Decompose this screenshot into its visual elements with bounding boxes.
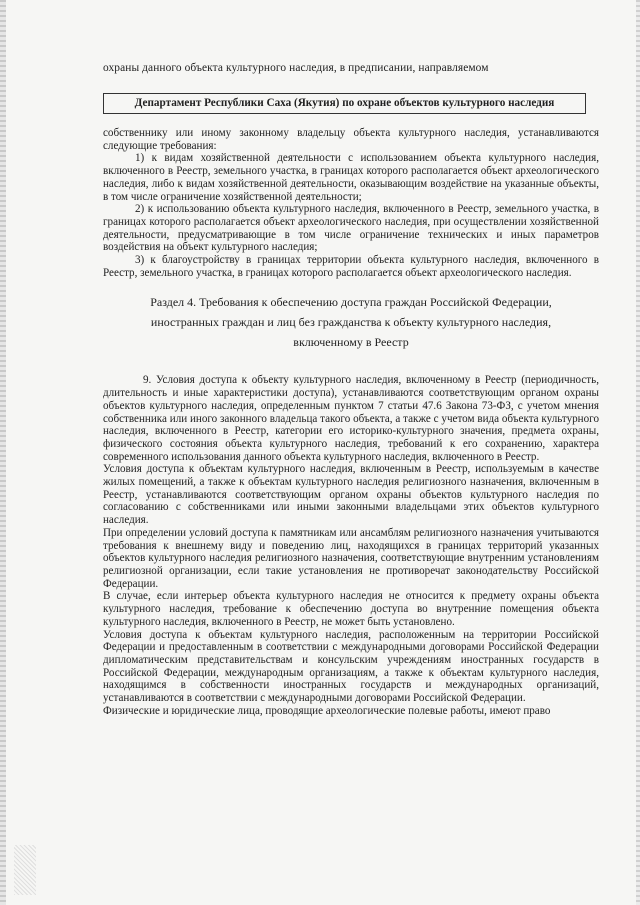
section-heading: Раздел 4. Требования к обеспечению доступа граждан Российской Федерации, иностранных граждан и лиц без гражданства к объекту культурного наследия, включенному в Реестр bbox=[150, 295, 552, 350]
requirement-item-3: 3) к благоустройству в границах территории объекта культурного наследия, включенного в Реестр, земельного участка, в границах которого располагается объект археологического наследия. bbox=[103, 254, 599, 279]
continuation-line: охраны данного объекта культурного наследия, в предписании, направляемом bbox=[103, 62, 489, 74]
paragraph-last: Физические и юридические лица, проводящие археологические полевые работы, имеют право bbox=[103, 704, 551, 717]
paragraph-interior: В случае, если интерьер объекта культурного наследия не относится к предмету охраны объекта культурного наследия, требование к обеспечению доступа во внутренние помещения объекта культурного наследия, включенного в Реестр, не может быть установлено. bbox=[103, 590, 599, 628]
spacer bbox=[103, 364, 599, 374]
paragraph-foreign: Условия доступа к объектам культурного наследия, расположенным на территории Российской Федерации и предоставленным в соответствии с международными договорами Российской Федерации дипломатическим представительствам и консульским учреждениям иностранных государств в Российской Федерации, международным организациям, а также к объектам культурного наследия, находящимся в собственности иностранных государств и международных организаций, устанавливаются в соответствии с международными договорами Российской Федерации. bbox=[103, 628, 599, 705]
paragraph-9: 9. Условия доступа к объекту культурного наследия, включенному в Реестр (периодичность, длительность и иные характеристики доступа), устанавливаются соответствующим органом охраны объектов культурного наследия, определенным пунктом 7 статьи 47.6 Закона 73-ФЗ, с учетом мнения собственника или иного законного владельца такого объекта, а также с учетом вида объекта культурного наследия, включенного в Реестр, категории его историко-культурного значения, предмета охраны, физического состояния объекта культурного наследия, требований к его сохранению, характера современного использования данного объекта культурного наследия, включенного в Реестр. bbox=[103, 374, 599, 463]
requirement-item-1: 1) к видам хозяйственной деятельности с использованием объекта культурного наследия, включенного в Реестр, земельного участка, в границах которого располагается объект археологического наследия, либо к видам хозяйственной деятельности, оказывающим воздействие на указанные объекты, в том числе ограничение хозяйственной деятельности; bbox=[103, 152, 599, 203]
requirement-item-2: 2) к использованию объекта культурного наследия, включенного в Реестр, земельного участка, в границах которого располагается объект археологического наследия, при осуществлении хозяйственной деятельности, предусматривающие в том числе ограничение технических и иных параметров воздействия на объект культурного наследия; bbox=[103, 203, 599, 254]
scan-edge-right bbox=[636, 0, 640, 905]
paragraph-religious-access: Условия доступа к объектам культурного наследия, включенным в Реестр, используемым в качестве жилых помещений, а также к объектам культурного наследия религиозного назначения, включенным в Реестр, устанавливаются соответствующим органом охраны объектов культурного наследия по согласованию с собственниками или иными законными владельцами этих объектов культурного наследия. bbox=[103, 463, 599, 527]
scan-noise bbox=[14, 845, 36, 895]
scan-edge-left bbox=[0, 0, 6, 905]
document-body bbox=[103, 127, 599, 717]
paragraph-owner: собственнику или иному законному владельцу объекта культурного наследия, устанавливаются следующие требования: bbox=[103, 127, 599, 152]
paragraph-monuments: При определении условий доступа к памятникам или ансамблям религиозного назначения учитываются требования к внешнему виду и поведению лиц, находящихся в границах территорий указанных объектов культурного наследия религиозного назначения, соответствующие внутренним установлениям религиозной организации, если такие установления не противоречат законодательству Российской Федерации. bbox=[103, 526, 599, 590]
department-stamp-box: Департамент Республики Саха (Якутия) по охране объектов культурного наследия bbox=[103, 93, 586, 114]
